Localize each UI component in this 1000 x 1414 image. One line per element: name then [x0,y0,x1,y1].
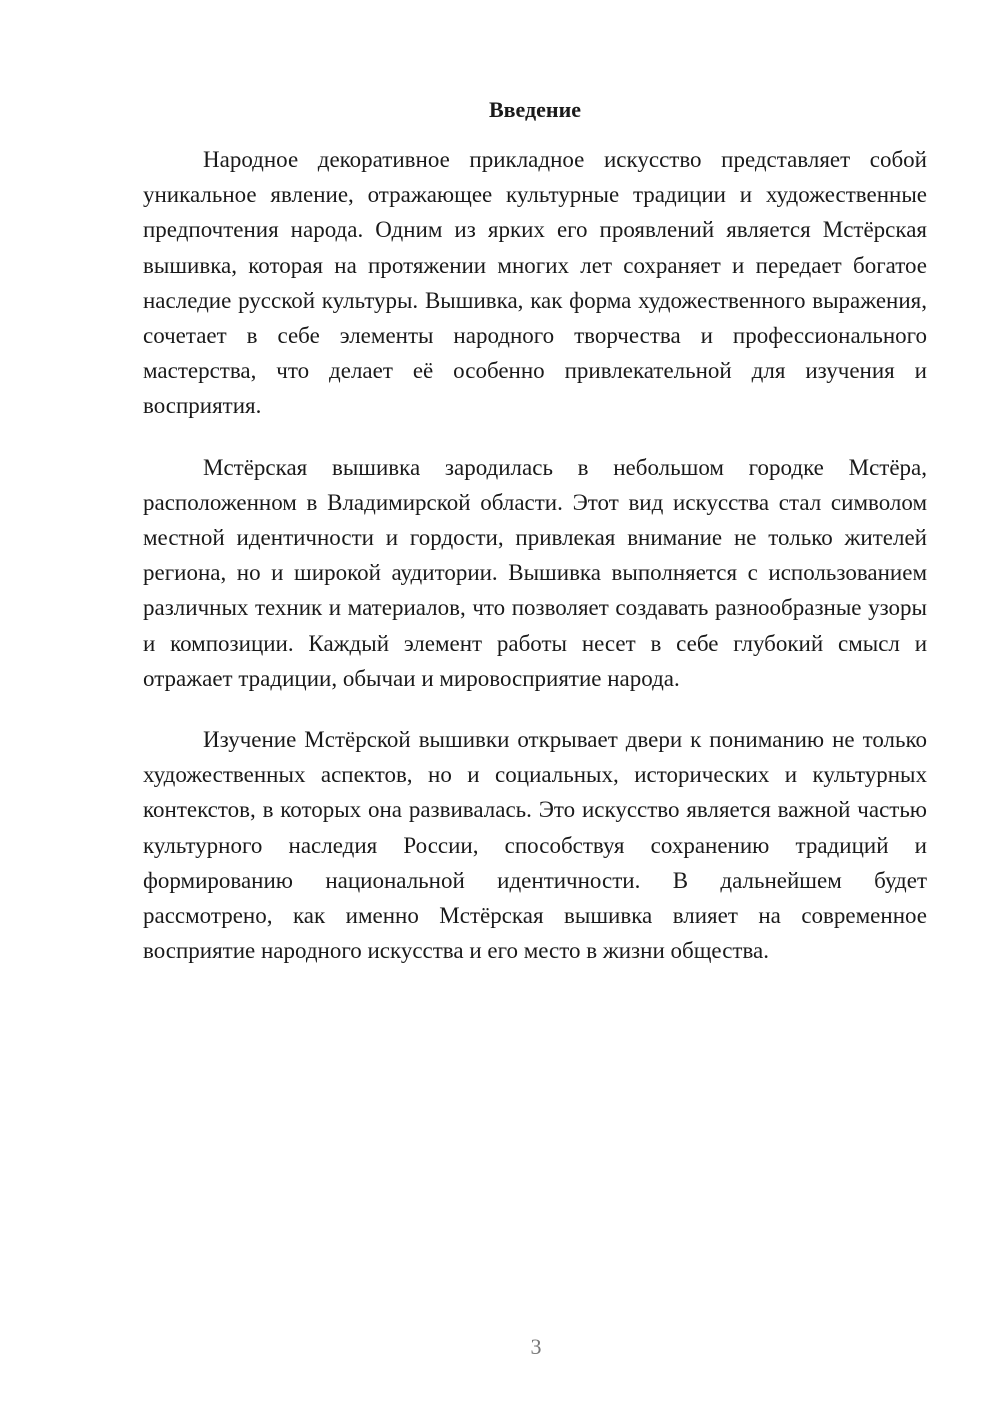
section-heading: Введение [488,97,582,122]
paragraph: Народное декоративное прикладное искусство представляет собой уникальное явление, отражающее культурные традиции и художественные предпочтения народа. Одним из ярких его проявлений является Мстёрская вышивка, которая на протяжении многих лет сохраняет и передает богатое наследие русской культуры. Вышивка, как форма художественного выражения, сочетает в себе элементы народного творчества и профессионального мастерства, что делает её особенно привлекательной для изучения и восприятия. [143,147,927,419]
paragraph: Изучение Мстёрской вышивки открывает двери к пониманию не только художественных аспектов, но и социальных, исторических и культурных контекстов, в которых она развивалась. Это искусство является важной частью культурного наследия России, способствуя сохранению традиций и формированию национальной идентичности. В дальнейшем будет рассмотрено, как именно Мстёрская вышивка влияет на современное восприятие народного искусства и его место в жизни общества. [143,727,927,964]
paragraph: Мстёрская вышивка зародилась в небольшом городке Мстёра, расположенном в Владимирской области. Этот вид искусства стал символом местной идентичности и гордости, привлекая внимание не только жителей региона, но и широкой аудитории. Вышивка выполняется с использованием различных техник и материалов, что позволяет создавать разнообразные узоры и композиции. Каждый элемент работы несет в себе глубокий смысл и отражает традиции, обычаи и мировосприятие народа. [143,454,927,691]
page-number: 3 [530,1334,542,1359]
body-text [143,142,927,994]
